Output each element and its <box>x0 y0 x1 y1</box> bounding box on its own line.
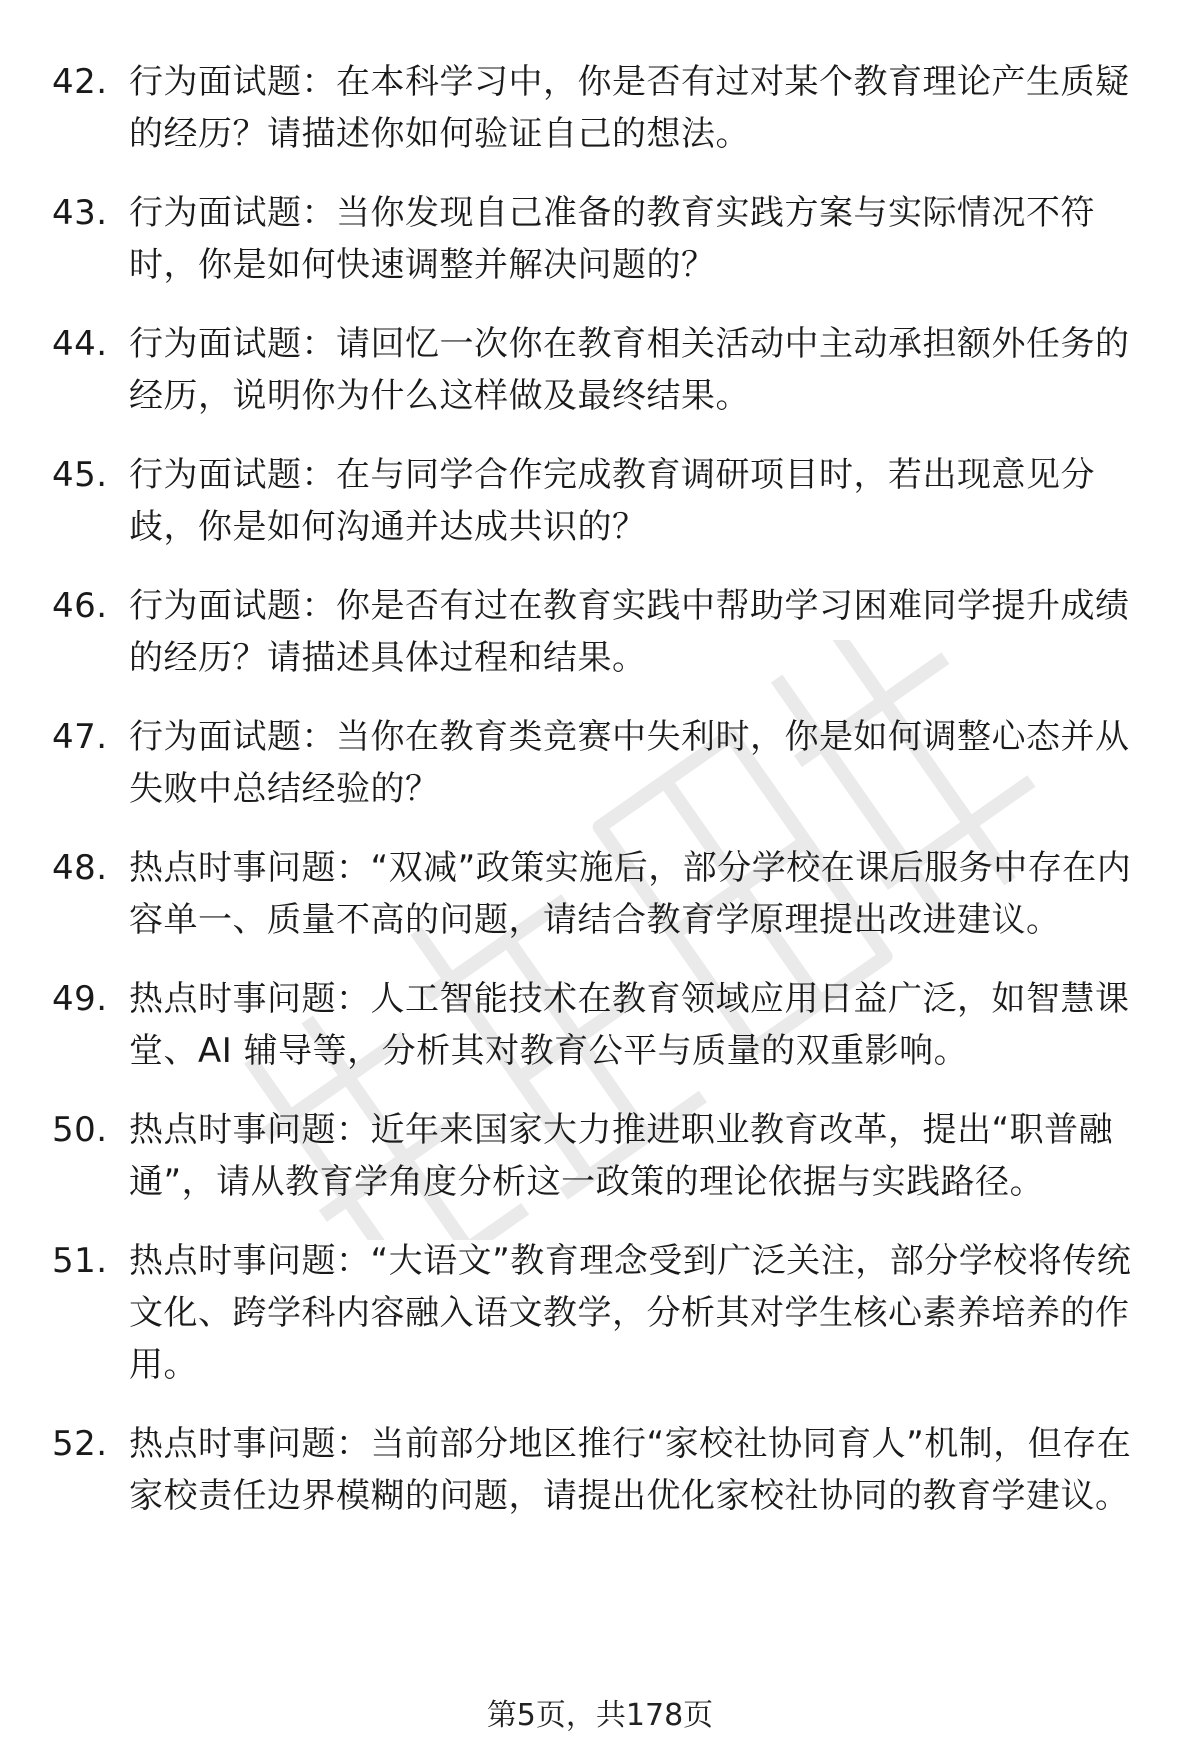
question-list <box>52 56 1152 1549</box>
question-number: 48. <box>52 848 108 888</box>
question-number: 45. <box>52 455 108 495</box>
question-number: 43. <box>52 193 108 233</box>
question-item <box>52 842 1152 946</box>
question-number: 50. <box>52 1110 108 1150</box>
question-number: 47. <box>52 717 108 757</box>
question-number: 46. <box>52 586 108 626</box>
question-text: 热点时事问题：“双减”政策实施后，部分学校在课后服务中存在内容单一、质量不高的问题，请结合教育学原理提出改进建议。 <box>129 848 1132 940</box>
question-item <box>52 1418 1152 1522</box>
question-text: 行为面试题：在与同学合作完成教育调研项目时，若出现意见分歧，你是如何沟通并达成共识的？ <box>129 455 1095 547</box>
question-text: 热点时事问题：“大语文”教育理念受到广泛关注，部分学校将传统文化、跨学科内容融入语文教学，分析其对学生核心素养培养的作用。 <box>129 1241 1132 1385</box>
question-text: 热点时事问题：当前部分地区推行“家校社协同育人”机制，但存在家校责任边界模糊的问题，请提出优化家校社协同的教育学建议。 <box>129 1424 1132 1516</box>
question-item <box>52 56 1152 160</box>
question-item <box>52 318 1152 422</box>
question-item <box>52 187 1152 291</box>
question-text: 行为面试题：当你发现自己准备的教育实践方案与实际情况不符时，你是如何快速调整并解决问题的？ <box>129 193 1095 285</box>
question-item <box>52 449 1152 553</box>
page-footer <box>0 1696 1200 1736</box>
question-item <box>52 711 1152 815</box>
question-number: 44. <box>52 324 108 364</box>
question-item <box>52 580 1152 684</box>
question-item <box>52 973 1152 1077</box>
question-text: 行为面试题：当你在教育类竞赛中失利时，你是如何调整心态并从失败中总结经验的？ <box>129 717 1130 809</box>
page-number-label: 第5页，共178页 <box>486 1698 714 1733</box>
question-number: 49. <box>52 979 108 1019</box>
question-text: 热点时事问题：近年来国家大力推进职业教育改革，提出“职普融通”，请从教育学角度分析这一政策的理论依据与实践路径。 <box>129 1110 1114 1202</box>
question-text: 行为面试题：在本科学习中，你是否有过对某个教育理论产生质疑的经历？请描述你如何验证自己的想法。 <box>129 62 1130 154</box>
question-text: 行为面试题：你是否有过在教育实践中帮助学习困难同学提升成绩的经历？请描述具体过程和结果。 <box>129 586 1130 678</box>
question-item <box>52 1235 1152 1391</box>
question-number: 52. <box>52 1424 108 1464</box>
question-text: 热点时事问题：人工智能技术在教育领域应用日益广泛，如智慧课堂、AI 辅导等，分析其对教育公平与质量的双重影响。 <box>129 979 1130 1071</box>
question-number: 42. <box>52 62 108 102</box>
question-number: 51. <box>52 1241 108 1281</box>
question-text: 行为面试题：请回忆一次你在教育相关活动中主动承担额外任务的经历，说明你为什么这样做及最终结果。 <box>129 324 1130 416</box>
question-item <box>52 1104 1152 1208</box>
